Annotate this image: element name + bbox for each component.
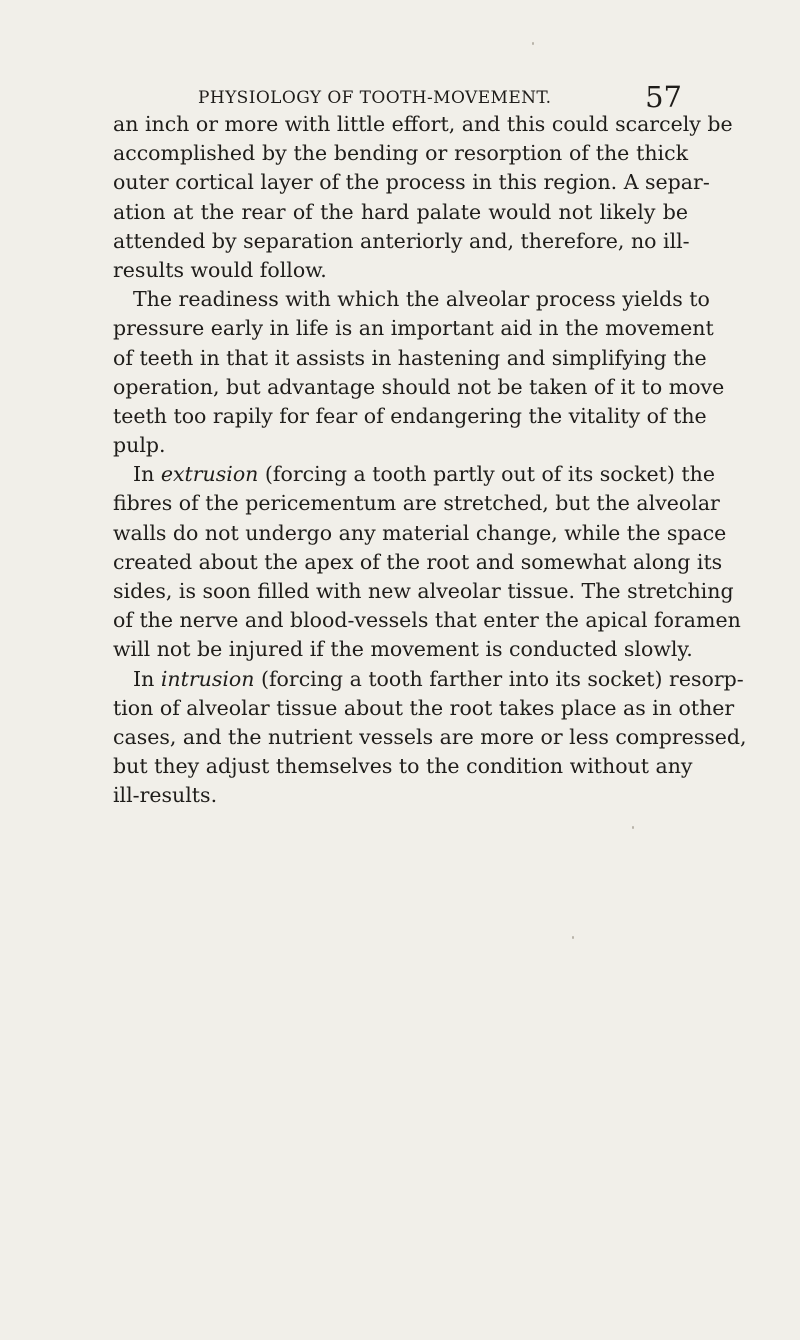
text-line: accomplished by the bending or resorption of the thick: [113, 141, 688, 166]
text-line: pulp.: [113, 433, 166, 458]
text-line: teeth too rapily for fear of endangering the vitality of the: [113, 403, 707, 428]
text-line: results would follow.: [113, 257, 327, 282]
italic-term: intrusion: [160, 666, 255, 691]
paragraph: [113, 665, 747, 811]
text-line: tion of alveolar tissue about the root takes place as in other: [113, 695, 735, 720]
text-line: pressure early in life is an important aid in the movement: [113, 316, 714, 341]
text-line: outer cortical layer of the process in this region. A separ-: [113, 170, 710, 195]
text-line: of teeth in that it assists in hastening and simplifying the: [113, 345, 707, 370]
text-line: created about the apex of the root and somewhat along its: [113, 549, 723, 574]
text-span: (forcing a tooth partly out of its socket) the: [258, 462, 715, 487]
paper-speck: [572, 936, 574, 939]
text-line: ation at the rear of the hard palate would not likely be: [113, 199, 688, 224]
text-line: an inch or more with little effort, and this could scarcely be: [113, 112, 733, 136]
paper-speck: [632, 826, 634, 829]
text-span: (forcing a tooth farther into its socket) resorp-: [254, 666, 744, 691]
page-number: 57: [645, 80, 682, 114]
body-text: [113, 110, 747, 811]
text-line: but they adjust themselves to the condition without any: [113, 754, 693, 779]
text-line: cases, and the nutrient vessels are more or less compressed,: [113, 724, 747, 749]
text-line: sides, is soon filled with new alveolar tissue. The stretching: [113, 579, 734, 603]
text-line: will not be injured if the movement is conducted slowly.: [113, 637, 693, 662]
text-line: walls do not undergo any material change, while the space: [113, 520, 727, 545]
paper-speck: [532, 42, 534, 45]
text-line: of the nerve and blood-vessels that enter the apical foramen: [113, 608, 741, 633]
text-span: In: [133, 666, 161, 691]
text-line: fibres of the pericementum are stretched, but the alveolar: [113, 491, 720, 516]
running-head: [198, 82, 682, 112]
text-line: ill-results.: [113, 783, 218, 808]
running-title: PHYSIOLOGY OF TOOTH-MOVEMENT.: [198, 88, 552, 108]
paragraph: [113, 460, 741, 664]
text-line: attended by separation anteriorly and, therefore, no ill-: [113, 228, 690, 253]
paragraph: [113, 110, 733, 285]
text-line: [113, 460, 715, 489]
paragraph: [113, 285, 725, 460]
text-span: In: [133, 462, 161, 487]
text-line: The readiness with which the alveolar process yields to: [133, 287, 710, 312]
text-line: [113, 665, 744, 694]
italic-term: extrusion: [160, 462, 259, 487]
text-line: operation, but advantage should not be taken of it to move: [113, 374, 725, 399]
